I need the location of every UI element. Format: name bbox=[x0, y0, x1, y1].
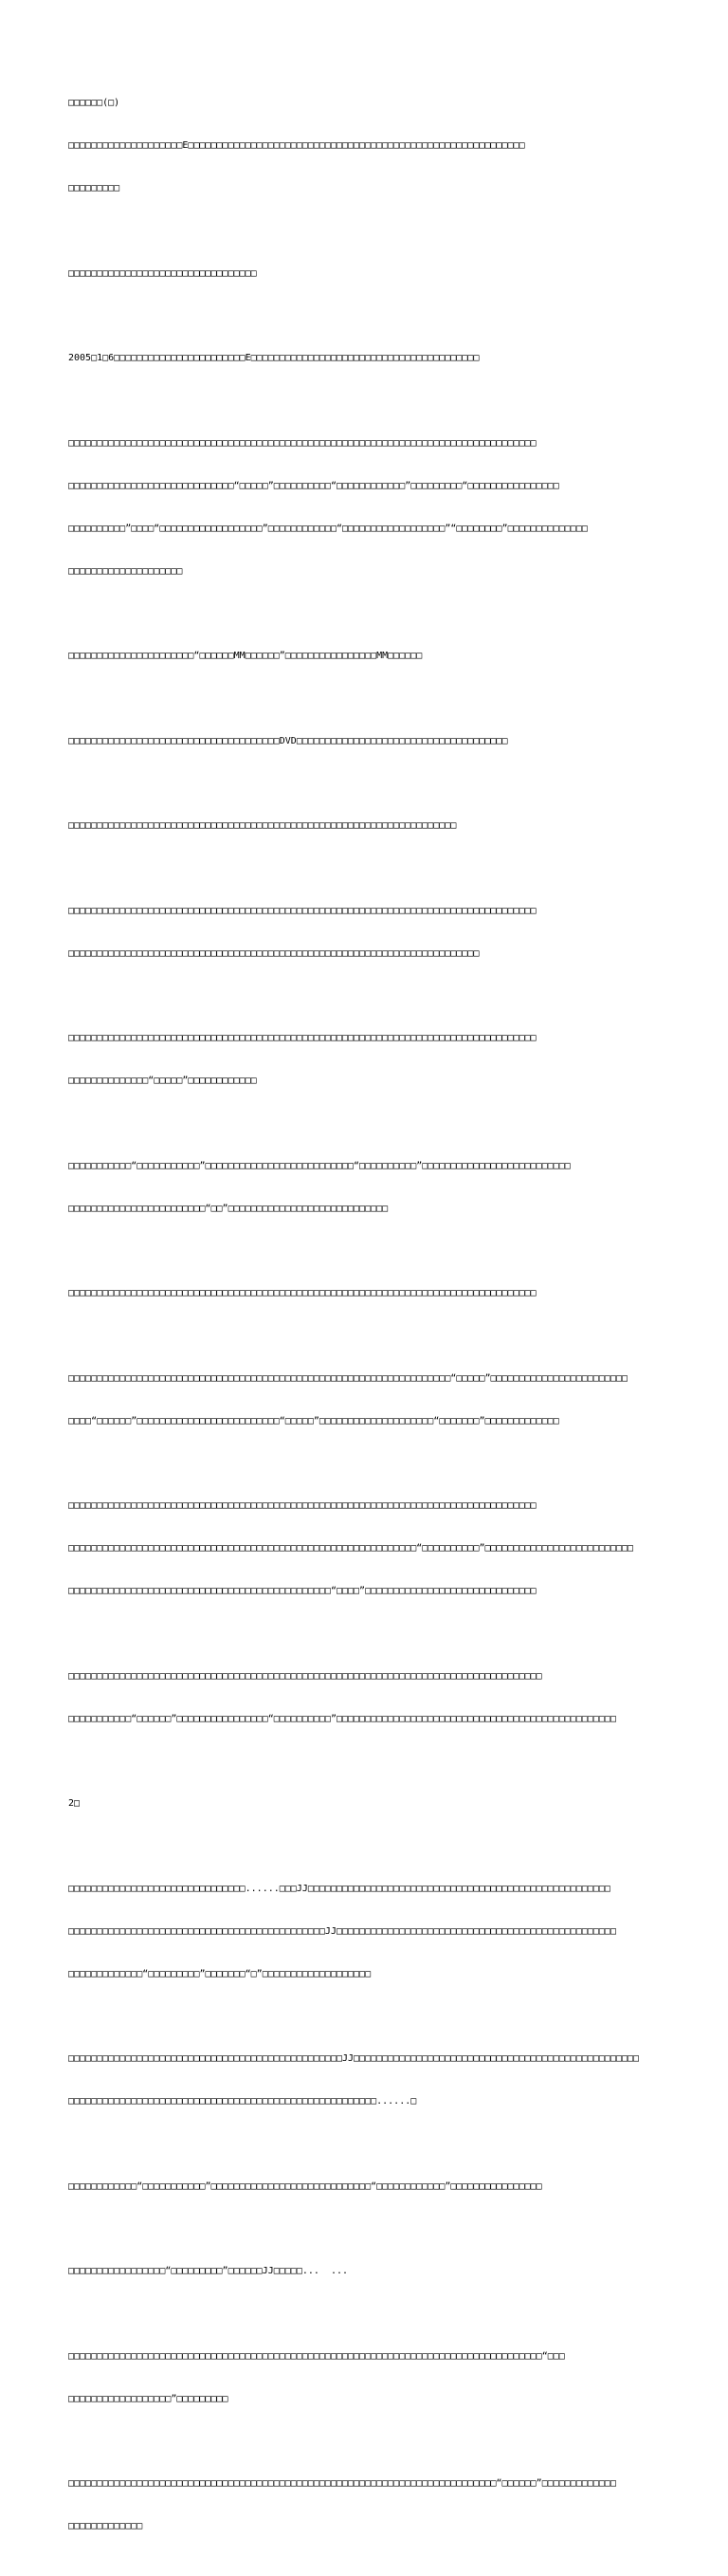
paragraph bbox=[68, 2151, 675, 2222]
text-line: □□□□□□□□□□□□□□□□□□□□□□□□□□□□□□□□□□□□□□□□□□□□□□□□□□□□□□□□□□□□□□□□□□□□□□□□□□□□□□□□□□ bbox=[68, 437, 537, 449]
text-line: □□□□□□□□□ bbox=[68, 183, 120, 193]
text-line: □□□□□□□□□□□□□□□□□□”□□□□□□□□□ bbox=[68, 2393, 228, 2404]
paragraph bbox=[68, 2448, 675, 2562]
text-line: □□□□□□□□□□□□□□□□□□□□□□□□□□□□□□□□□□□□□DVD□□□□□□□□□□□□□□□□□□□□□□□□□□□□□□□□□□□□□ bbox=[68, 735, 508, 746]
text-line: □□□□□□□□□□□□□□□□□□□□□□□□□□□□□□□□□□□□□□□□□□□□□JJ□□□□□□□□□□□□□□□□□□□□□□□□□□□□□□□□□□□□□□□□□□□□□□□□□ bbox=[68, 1925, 616, 1937]
text-line: □□□□□□□□□□□□□□□□□□□□□□□□□□□□□□□□□□□□□□□□□□□□□□“□□□□”□□□□□□□□□□□□□□□□□□□□□□□□□□□□□□ bbox=[68, 1586, 537, 1596]
text-line: □□□□□□□□□□□□□□□□□□□□□□□□□□□□□□□□□ bbox=[68, 267, 257, 279]
paragraph bbox=[68, 2321, 675, 2435]
paragraph bbox=[68, 238, 675, 309]
text-line: □□□□□□□□□□□□□□□□□□□□□□“□□□□□□MM□□□□□□”□□□□□□□□□□□□□□□□MM□□□□□□ bbox=[68, 651, 423, 661]
section-heading bbox=[68, 1768, 675, 1839]
paragraph bbox=[68, 322, 675, 394]
text-line: □□□□□□□□□□”□□□□“□□□□□□□□□□□□□□□□□□”□□□□□□□□□□□□“□□□□□□□□□□□□□□□□□□”“□□□□□□□□”□□□□□□□□□□□□□□ bbox=[68, 523, 588, 534]
paragraph bbox=[68, 1343, 675, 1457]
text-line: □□□□□□□□□□□□□□□□□□□□□□□□□□□□□□□□□□□□□□□□□□□□□□□□□□□□□□□□□□□□□□□□□□□□□□□□□□□□□□□□□□ bbox=[68, 1500, 537, 1511]
paragraph bbox=[68, 875, 675, 989]
paragraph bbox=[68, 2023, 675, 2137]
text-line: 2005□1□6□□□□□□□□□□□□□□□□□□□□□□□E□□□□□□□□□□□□□□□□□□□□□□□□□□□□□□□□□□□□□□□□ bbox=[68, 353, 480, 363]
text-line: □□□□□□□□□□□□“□□□□□□□□□□□”□□□□□□□□□□□□□□□□□□□□□□□□□□□□“□□□□□□□□□□□□”□□□□□□□□□□□□□□□□ bbox=[68, 2180, 542, 2192]
paragraph bbox=[68, 620, 675, 691]
text-line: □□□□□□□□□□□□□□□□□□□□□□□□□□□□□□□□□□□□□□□□□□□□□□□□□□□□□□□□□□□□□□□□□□□□□□□□□□□□□□□□□□ bbox=[68, 1288, 537, 1298]
text-line: □□□□□□□□□□□□□□□□□□□□□□□□□□□□□□□□□□□□□□□□□□□□□□□□□□□□□□□□□□□□□□□□□□□□□□□□□□□□□□□□□□□“□□□ bbox=[68, 2350, 565, 2362]
text-line: □□□□□□□□□□□□□□□□□□□□□□□□□□□□□□□□□□□□□□□□□□□□□□□□□□□□□□□□□□□□□□□□□□□□□□□□□□□□□□□□□□ bbox=[68, 1033, 537, 1043]
text-line: □□□□□□□□□□□□□□□□□□□□□□□□□□□□□□□□□□□□□□□□□□□□□□□□□□□□□□□□□□□□□□□□□□□□□□□□□□□“□□□□□□”□□□□□□□□□□□□□ bbox=[68, 2478, 616, 2489]
text-line: □□□□□□□□□□□□□□□□□□□□E□□□□□□□□□□□□□□□□□□□□□□□□□□□□□□□□□□□□□□□□□□□□□□□□□□□□□□□□□□□ bbox=[68, 140, 525, 151]
text-line: □□□□□□□□□□□□□□□□□“□□□□□□□□□”□□□□□□JJ□□□□□... ... bbox=[68, 2266, 349, 2276]
text-line: □□□□□□□□□□□□□□□□□□□□□□□□□□□□□□□□□□□□□□□□□□□□□□□□□□□□□□□□□□□□□□□□□□□□ bbox=[68, 820, 457, 831]
text-line: □□□□□□□□□□□□□□“□□□□□”□□□□□□□□□□□□ bbox=[68, 1076, 257, 1086]
paragraph bbox=[68, 408, 675, 607]
paragraph bbox=[68, 2236, 675, 2307]
paragraph bbox=[68, 1258, 675, 1329]
text-line: □□□□□□□□□□□“□□□□□□”□□□□□□□□□□□□□□□□“□□□□□□□□□□”□□□□□□□□□□□□□□□□□□□□□□□□□□□□□□□□□□□□□□□□□□□□□□□□□ bbox=[68, 1713, 616, 1724]
paragraph bbox=[68, 1853, 675, 2010]
paragraph bbox=[68, 1641, 675, 1755]
paragraph bbox=[68, 1470, 675, 1627]
text-line: □□□□□□□□□□□□□□□□□□□□□□□□□□□□□□□□□□□□□□□□□□□□□□□□□□□□□□□□□□□□□□□□□□□□□□□□ bbox=[68, 948, 480, 959]
text-line: □□□□□□□□□□□□□□□□□□□□□□□□“□□”□□□□□□□□□□□□□□□□□□□□□□□□□□□□ bbox=[68, 1203, 389, 1214]
text-line: □□□□□□□□□□□□□□□□□□□□ bbox=[68, 565, 183, 577]
text-line: □□□□□□(□) bbox=[68, 98, 120, 108]
paragraph bbox=[68, 706, 675, 777]
text-line: □□□□□□□□□□□□□□□□□□□□□□□□□□□□□□□□□□□□□□□□□□□□□□□□□□□□□□......□ bbox=[68, 2096, 417, 2107]
text-line: □□□□“□□□□□□”□□□□□□□□□□□□□□□□□□□□□□□□□“□□□□□”□□□□□□□□□□□□□□□□□□□□“□□□□□□□”□□□□□□□□□□□□□ bbox=[68, 1415, 559, 1426]
text-line: □□□□□□□□□□□□□□□□□□□□□□□□□□□□□□□□□□□□□□□□□□□□□□□□JJ□□□□□□□□□□□□□□□□□□□□□□□□□□□□□□□□□□□□□□□□□□□□□□□□□□ bbox=[68, 2053, 640, 2064]
document-page bbox=[68, 67, 675, 2576]
text-line: □□□□□□□□□□□□□□□□□□□□□□□□□□□□□“□□□□□”□□□□□□□□□□“□□□□□□□□□□□□”□□□□□□□□□“□□□□□□□□□□□□□□□□ bbox=[68, 480, 559, 491]
text-line: □□□□□□□□□□□□□□□□□□□□□□□□□□□□□□□□□□□□□□□□□□□□□□□□□□□□□□□□□□□□□“□□□□□□□□□□”□□□□□□□□□□□□□□□□□□□□□□□□□□ bbox=[68, 1543, 634, 1554]
text-line: □□□□□□□□□□□□□□□□□□□□□□□□□□□□□□□□□□□□□□□□□□□□□□□□□□□□□□□□□□□□□□□□□□□□□□□□□□□□□□□□□□□ bbox=[68, 1670, 542, 1682]
text-line: □□□□□□□□□□□□□ bbox=[68, 2521, 143, 2531]
text-line: □□□□□□□□□□□□□□□□□□□□□□□□□□□□□□□□□□□□□□□□□□□□□□□□□□□□□□□□□□□□□□□□□□□□□□□□□□□□□□□□□□ bbox=[68, 905, 537, 916]
text-line: □□□□□□□□□□□“□□□□□□□□□□□”□□□□□□□□□□□□□□□□□□□□□□□□□□“□□□□□□□□□□”□□□□□□□□□□□□□□□□□□□□□□□□□□ bbox=[68, 1160, 571, 1171]
text-line: □□□□□□□□□□□□□□□□□□□□□□□□□□□□□□□......□□□JJ□□□□□□□□□□□□□□□□□□□□□□□□□□□□□□□□□□□□□□□□□□□□□□□□□□□□□ bbox=[68, 1883, 610, 1894]
paragraph bbox=[68, 1131, 675, 1244]
text-line: □□□□□□□□□□□□□□□□□□□□□□□□□□□□□□□□□□□□□□□□□□□□□□□□□□□□□□□□□□□□□□□□□□□“□□□□□”□□□□□□□□□□□□□□□□□□□□□□□□ bbox=[68, 1372, 628, 1384]
paragraph bbox=[68, 790, 675, 861]
text-line: 2□ bbox=[68, 1798, 81, 1809]
paragraph bbox=[68, 1003, 675, 1116]
paragraph bbox=[68, 67, 675, 224]
text-line: □□□□□□□□□□□□□“□□□□□□□□□”□□□□□□□“□”□□□□□□□□□□□□□□□□□□□ bbox=[68, 1968, 372, 1979]
